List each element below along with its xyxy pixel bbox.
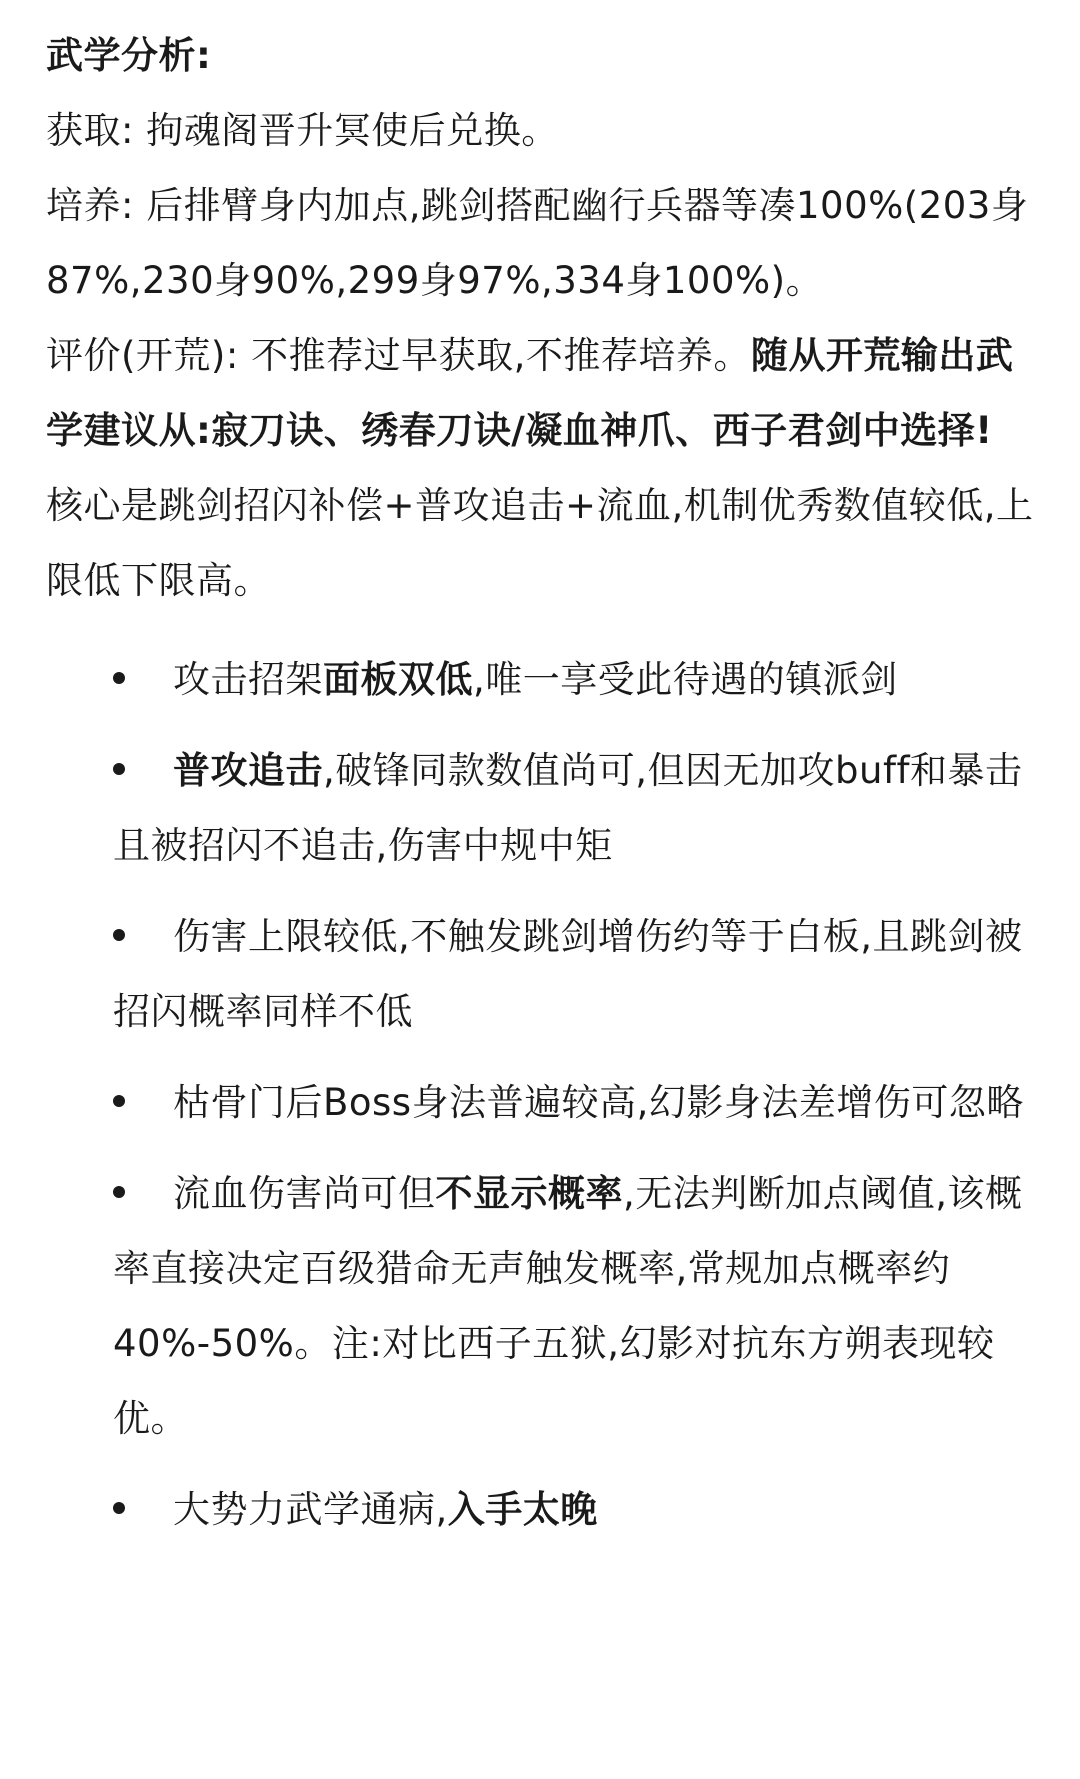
list-item-text: 攻击招架 [173, 658, 323, 701]
list-item-text: ,破锋同款数值尚可,但因无加攻buff和暴击且被招闪不追击,伤害中规中矩 [113, 749, 1023, 867]
list-item-bold: 普攻追击 [173, 749, 323, 792]
list-item-text: ,无法判断加点阈值,该概率直接决定百级猎命无声触发概率,常规加点概率约40%-50%。注:对比西子五狱,幻影对抗东方朔表现较优。 [113, 1172, 1023, 1440]
list-item-bold: 面板双低 [323, 658, 473, 701]
bullet-icon [113, 763, 125, 775]
evaluate-recommendation: 随从开荒输出武学建议从:寂刀诀、绣春刀诀/凝血神爪、西子君剑中选择! [46, 334, 1014, 452]
train-label: 培养 [46, 184, 121, 227]
list-item [113, 1156, 1034, 1456]
list-item [113, 642, 1034, 717]
list-item [113, 733, 1034, 883]
acquire-line [46, 93, 1034, 168]
section-heading: 武学分析: [46, 34, 212, 77]
evaluate-line [46, 318, 1034, 468]
evaluate-label: 评价(开荒) [46, 334, 226, 377]
list-item-text: ,唯一享受此待遇的镇派剑 [473, 658, 898, 701]
train-text: 后排臂身内加点,跳剑搭配幽行兵器等凑100%(203身87%,230身90%,299身97%,334身100%)。 [46, 184, 1029, 302]
list-item-text: 大势力武学通病, [173, 1488, 448, 1531]
acquire-text: 拘魂阁晋升冥使后兑换。 [146, 109, 559, 152]
bullet-icon [113, 929, 125, 941]
list-item-text: 伤害上限较低,不触发跳剑增伤约等于白板,且跳剑被招闪概率同样不低 [113, 915, 1023, 1033]
bullet-icon [113, 1502, 125, 1514]
train-line [46, 168, 1034, 318]
list-item [113, 899, 1034, 1049]
bullet-icon [113, 1186, 125, 1198]
core-summary: 核心是跳剑招闪补偿+普攻追击+流血,机制优秀数值较低,上限低下限高。 [46, 484, 1034, 602]
list-item-bold: 入手太晚 [447, 1488, 598, 1531]
bullet-icon [113, 672, 125, 684]
bullet-icon [113, 1095, 125, 1107]
train-sep: : [121, 184, 134, 227]
analysis-list [46, 642, 1034, 1547]
acquire-label: 获取 [46, 109, 121, 152]
acquire-sep: : [121, 109, 134, 152]
list-item-text: 流血伤害尚可但 [173, 1172, 436, 1215]
evaluate-sep: : [225, 334, 239, 377]
list-item-bold: 不显示概率 [435, 1172, 623, 1215]
evaluate-text: 不推荐过早获取,不推荐培养。 [251, 334, 751, 377]
list-item [113, 1065, 1034, 1140]
list-item [113, 1472, 1034, 1547]
list-item-text: 枯骨门后Boss身法普遍较高,幻影身法差增伤可忽略 [173, 1081, 1024, 1124]
